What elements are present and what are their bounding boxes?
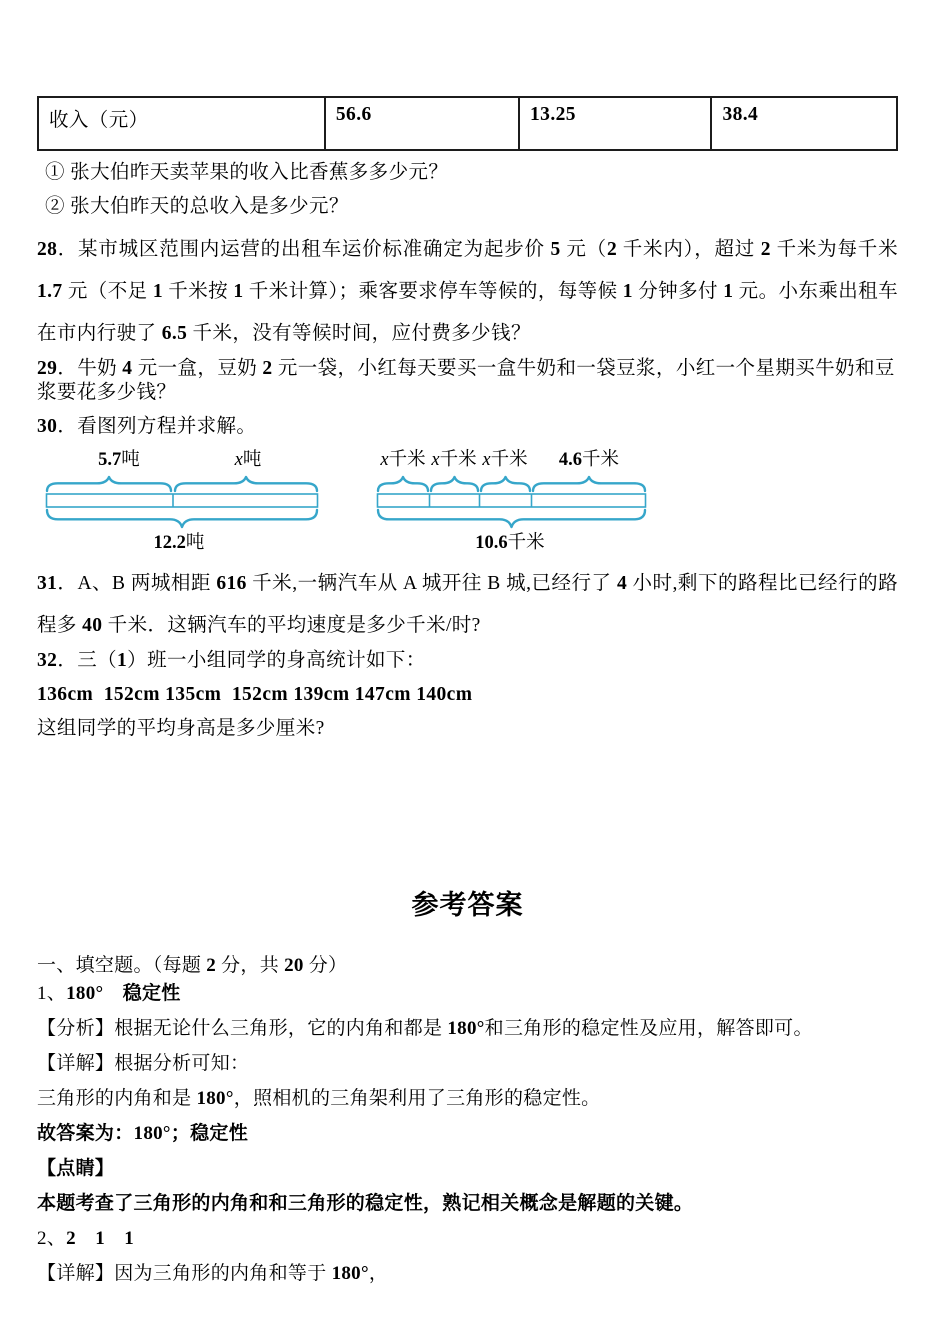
question-30: 30．看图列方程并求解。: [37, 416, 257, 437]
question-28: 28．某市城区范围内运营的出租车运价标准确定为起步价 5 元（2 千米内），超过 2 千米为每千米 1.7 元（不足 1 千米按 1 千米计算）；乘客要求停车等候的，每等候 1 分钟多付 1 元。小东乘出租车在市内行驶了 6.5 千米，没有等候时间，应付费多少钱？: [37, 239, 898, 344]
answer-2: [37, 1227, 898, 1251]
answers-title: 参考答案: [411, 890, 524, 920]
table-cell-apple-income: 56.6: [325, 97, 519, 150]
bar-model-left: [45, 447, 320, 553]
right-seg1-label: x千米: [380, 450, 426, 470]
question-27-sub1: ① 张大伯昨天卖苹果的收入比香蕉多多少元？: [45, 162, 449, 183]
answers-section1-header: 一、填空题。（每题 2 分，共 20 分）: [37, 955, 348, 976]
brace-right-seg4: [533, 477, 645, 491]
question-32-ask: 这组同学的平均身高是多少厘米?: [37, 718, 325, 739]
answer-1-number: 1、: [37, 983, 67, 1004]
answer-1: [37, 982, 898, 1006]
brace-right-seg3: [481, 477, 530, 491]
brace-left-total: [47, 510, 317, 527]
question-32-heights: 136cm 152cm 135cm 152cm 139cm 147cm 140cm: [37, 684, 473, 705]
answer-1-detail-line1: 三角形的内角和是 180°，照相机的三角架利用了三角形的稳定性。: [37, 1088, 601, 1109]
left-seg1-label: 5.7吨: [98, 450, 140, 470]
answer-2-value: 2 1 1: [66, 1228, 135, 1249]
right-seg4-label: 4.6千米: [558, 450, 620, 470]
table-row-label: 收入（元）: [38, 97, 325, 150]
answer-1-dianjing-label: 【点睛】: [37, 1158, 115, 1179]
question-31: 31．A、B 两城相距 616 千米,一辆汽车从 A 城开往 B 城,已经行了 4 小时,剩下的路程比已经行的路程多 40 千米．这辆汽车的平均速度是多少千米/时?: [37, 573, 898, 636]
question-29: 29．牛奶 4 元一盒，豆奶 2 元一袋，小红每天要买一盒牛奶和一袋豆浆，小红一个星期买牛奶和豆浆要花多少钱？: [37, 358, 895, 403]
left-seg2-label: x吨: [234, 450, 262, 470]
answer-2-number: 2、: [37, 1228, 67, 1249]
answer-1-analysis: 【分析】根据无论什么三角形，它的内角和都是 180°和三角形的稳定性及应用，解答即可。: [37, 1018, 813, 1039]
answer-1-detail: 【详解】根据分析可知：: [37, 1053, 250, 1074]
bar-model-right: [376, 447, 648, 553]
brace-left-seg2: [175, 477, 317, 491]
table-cell-banana-income: 13.25: [519, 97, 711, 150]
answer-1-value: 180° 稳定性: [66, 983, 181, 1004]
question-27-sub2: ② 张大伯昨天的总收入是多少元？: [45, 196, 349, 217]
table-cell-orange-income: 38.4: [711, 97, 897, 150]
table-row: [38, 97, 897, 150]
income-table: [37, 96, 898, 151]
question-32: 32．三（1）班一小组同学的身高统计如下：: [37, 650, 426, 671]
left-total-label: 12.2吨: [153, 533, 205, 553]
right-total-label: 10.6千米: [475, 533, 545, 553]
answer-1-dianjing-text: 本题考查了三角形的内角和和三角形的稳定性，熟记相关概念是解题的关键。: [37, 1193, 694, 1214]
answer-2-detail: 【详解】因为三角形的内角和等于 180°，: [37, 1263, 389, 1284]
right-seg3-label: x千米: [482, 450, 528, 470]
brace-right-total: [378, 510, 645, 527]
brace-right-seg1: [378, 477, 428, 491]
answer-1-conclusion: 故答案为：180°；稳定性: [37, 1123, 249, 1144]
brace-left-seg1: [47, 477, 171, 491]
left-bar: [47, 494, 318, 507]
q30-diagrams: [45, 447, 898, 553]
right-seg2-label: x千米: [431, 450, 477, 470]
brace-right-seg2: [431, 477, 478, 491]
right-bar: [378, 494, 646, 507]
